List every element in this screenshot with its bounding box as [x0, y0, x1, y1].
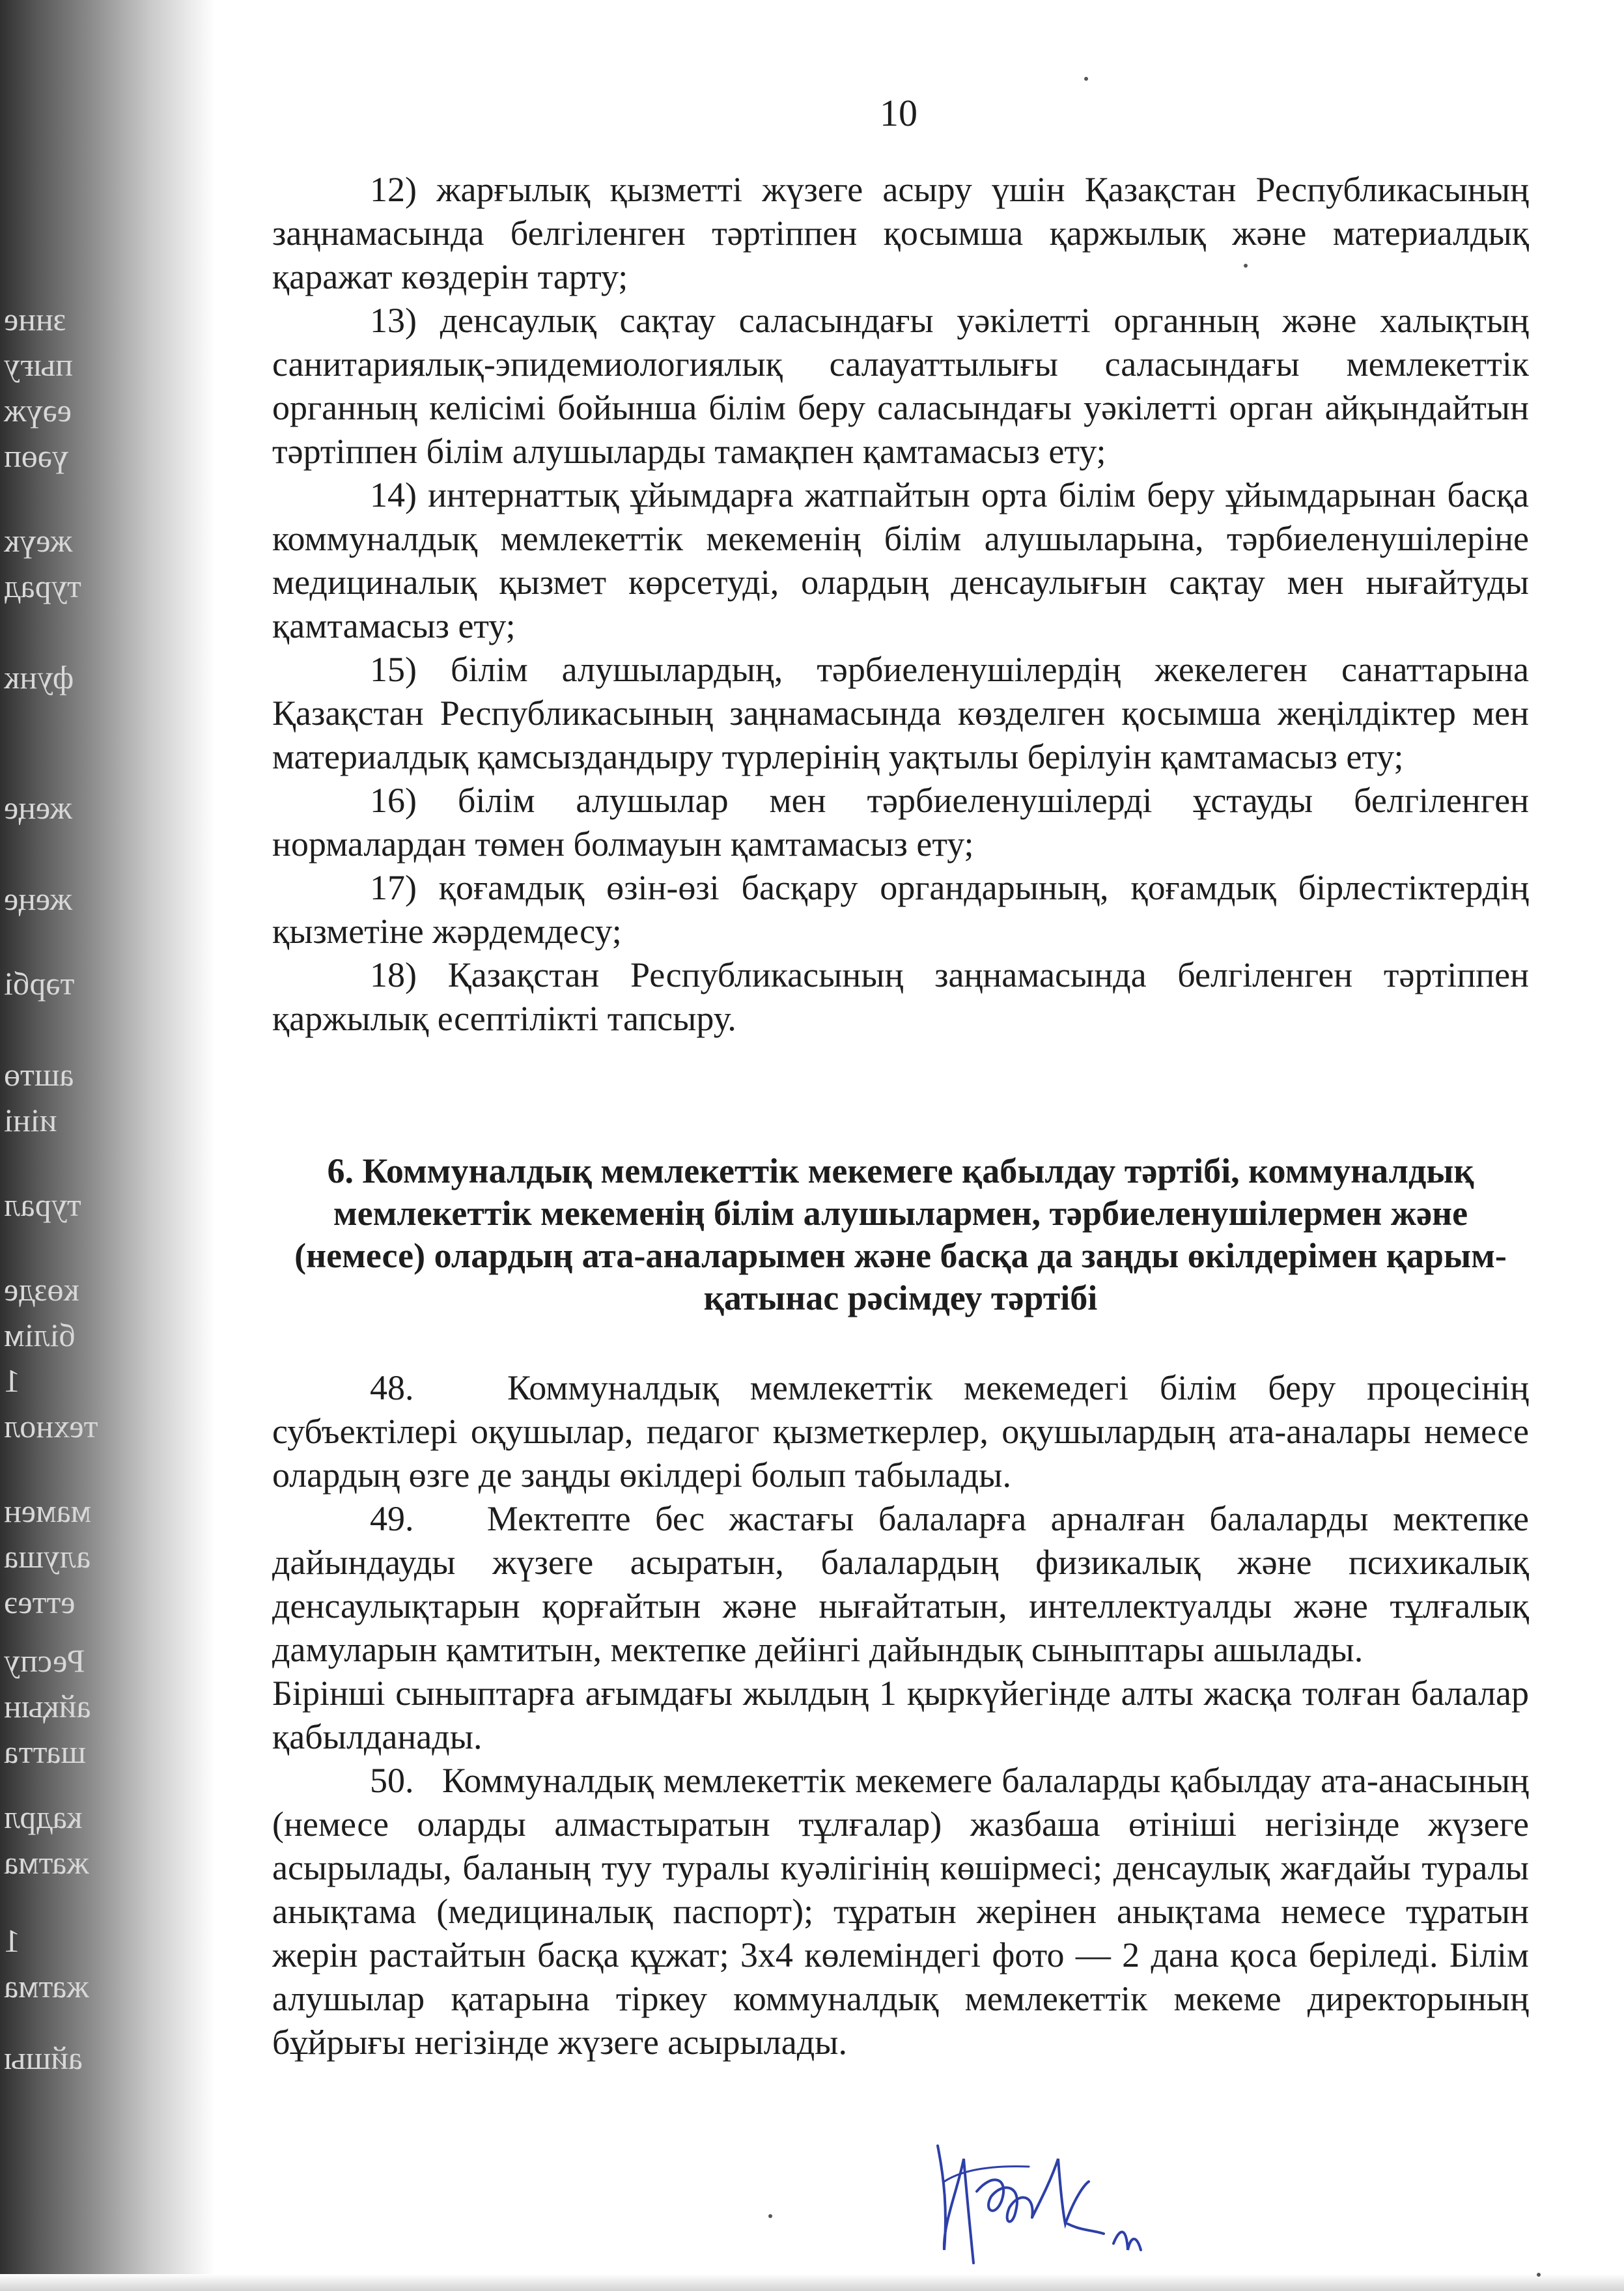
list-item-12	[272, 168, 1529, 299]
list-item-13	[272, 299, 1529, 473]
bleed-through-word: турал	[4, 1187, 81, 1223]
bleed-through-word: функ	[4, 659, 74, 696]
bleed-through-word: знне	[4, 301, 66, 337]
scan-speck	[1244, 264, 1248, 268]
bleed-through-word: пығу	[4, 346, 73, 383]
bleed-through-word: мамен	[4, 1493, 92, 1529]
item-text: білім алушылардың, тәрбиеленушілердің жекелеген санаттарына Қазақстан Республикасының заңнамасында көзделген қосымша жеңілдіктер мен материалдық қамсыздандыру түрлерінің уақтылы берілуін қамтамасыз ету;	[272, 650, 1529, 776]
margin-bleed-through	[0, 0, 215, 2291]
bleed-through-word: жеңе	[4, 789, 73, 826]
list-item-18	[272, 953, 1529, 1041]
item-number: 12)	[370, 170, 417, 209]
bleed-through-word: еттеэ	[4, 1584, 76, 1620]
item-number: 15)	[370, 650, 417, 689]
bleed-through-word: кадрл	[4, 1799, 83, 1835]
bleed-through-word: жеңе	[4, 880, 73, 917]
item-number: 18)	[370, 955, 417, 994]
paragraph-text: Коммуналдық мемлекеттік мекемеге балаларды қабылдау ата-анасының (немесе оларды алмастыратын тұлғалар) жазбаша өтініші негізінде жүзеге асырылады, баланың туу туралы куәлігінің көшірмесі; денсаулық жағдайы туралы анықтама (медициналық паспорт); тұратын жерінен анықтама немесе тұратын жерін растайтын басқа құжат; 3х4 көлеміндегі фото — 2 дана қоса беріледі. Білім алушылар қатарына тіркеу коммуналдық мемлекеттік мекеме директорының бұйрығы негізінде жүзеге асырылады.	[272, 1761, 1530, 2062]
list-item-17	[272, 866, 1529, 953]
scan-speck	[1084, 77, 1088, 81]
handwritten-signature	[918, 2120, 1166, 2276]
document-body	[272, 168, 1529, 2064]
bleed-through-word: еәүж	[4, 392, 72, 429]
scan-bottom-edge	[0, 2274, 1624, 2291]
section-heading: 6. Коммуналдық мемлекеттік мекемеге қабылдау тәртібі, коммуналдық мемлекеттік мекеменің білім алушылармен, тәрбиеленушілермен және (немесе) олардың ата-аналарымен және басқа да заңды өкілдерімен қарым-қатынас рәсімдеу тәртібі	[294, 1151, 1507, 1317]
list-item-15	[272, 648, 1529, 779]
bleed-through-word: білім	[4, 1317, 76, 1353]
bleed-through-word: турад	[4, 568, 81, 604]
bleed-through-word: жеүк	[4, 522, 73, 559]
bleed-through-word: айшы	[4, 2040, 83, 2076]
paragraph-number: 50.	[370, 1761, 414, 1800]
item-text: денсаулық сақтау саласындағы уәкілетті органның және халықтың санитариялық-эпидемиологиялық салауаттылығы саласындағы мемлекеттік органның келісімі бойынша білім беру саласындағы уәкілетті орган айқындайтын тәртіппен білім алушыларды тамақпен қамтамасыз ету;	[272, 301, 1529, 471]
list-item-16	[272, 779, 1529, 866]
list-item-14	[272, 473, 1529, 648]
bleed-through-word: шатта	[4, 1734, 86, 1770]
bleed-through-word: Респу	[4, 1642, 85, 1679]
item-number: 13)	[370, 301, 417, 340]
item-text: қоғамдық өзін-өзі басқару органдарының, қоғамдық бірлестіктердің қызметіне жәрдемдесу;	[272, 868, 1529, 951]
bleed-through-word: жатма	[4, 1968, 89, 2004]
bleed-through-word: тәрбі	[4, 965, 75, 1002]
paragraph-50	[272, 1759, 1529, 2064]
bleed-through-word: жатма	[4, 1844, 89, 1881]
bleed-through-word: аштө	[4, 1056, 74, 1093]
paragraph-49	[272, 1497, 1529, 1672]
paragraph-text: Коммуналдық мемлекеттік мекемедегі білім беру процесінің субъектілері оқушылар, педагог қызметкерлер, оқушылардың ата-аналары немесе олардың өзге де заңды өкілдері болып табылады.	[272, 1368, 1529, 1495]
bleed-through-word: алуша	[4, 1538, 91, 1575]
bleed-through-word: көзде	[4, 1271, 79, 1308]
item-text: жарғылық қызметті жүзеге асыру үшін Қазақстан Республикасының заңнамасында белгіленген тәртіппен қосымша қаржылық және материалдық қаражат көздерін тарту;	[272, 170, 1530, 296]
paragraph-text: Мектепте бес жастағы балаларға арналған балаларды мектепке дайындауды жүзеге асыратын, балалардың физикалық және психикалық денсаулықтарын қорғайтын және нығайтатын, интеллектуалды және тұлғалық дамуларын қамтитын, мектепке дейінгі дайындық сыныптары ашылады.	[272, 1499, 1529, 1669]
item-number: 14)	[370, 475, 417, 514]
bleed-through-word: айқын	[4, 1688, 91, 1724]
bleed-through-word: 1	[4, 1362, 20, 1399]
bleed-through-word: иіні	[4, 1102, 57, 1138]
paragraph-48	[272, 1366, 1529, 1497]
paragraph-number: 48.	[370, 1368, 414, 1407]
item-text: интернаттық ұйымдарға жатпайтын орта білім беру ұйымдарынан басқа коммуналдық мемлекеттік мекеменің білім алушыларына, тәрбиеленушілеріне медициналық қызмет көрсетуді, олардың денсаулығын сақтау мен нығайтуды қамтамасыз ету;	[272, 475, 1530, 645]
bleed-through-word: үәөп	[4, 438, 68, 474]
bleed-through-word: 1	[4, 1922, 20, 1959]
item-number: 16)	[370, 781, 417, 820]
paragraph-49-continuation: Бірінші сыныптарға ағымдағы жылдың 1 қыркүйегінде алты жасқа толған балалар қабылданады.	[272, 1674, 1529, 1756]
page-number: 10	[880, 92, 917, 134]
paragraph-number: 49.	[370, 1499, 414, 1538]
bleed-through-word: технол	[4, 1408, 98, 1444]
scan-speck	[768, 2214, 772, 2218]
item-number: 17)	[370, 868, 417, 907]
item-text: білім алушылар мен тәрбиеленушілерді ұстауды белгіленген нормалардан төмен болмауын қамтамасыз ету;	[272, 781, 1530, 864]
item-text: Қазақстан Республикасының заңнамасында белгіленген тәртіппен қаржылық есептілікті тапсыру.	[272, 955, 1529, 1038]
scan-speck	[1537, 2273, 1541, 2277]
